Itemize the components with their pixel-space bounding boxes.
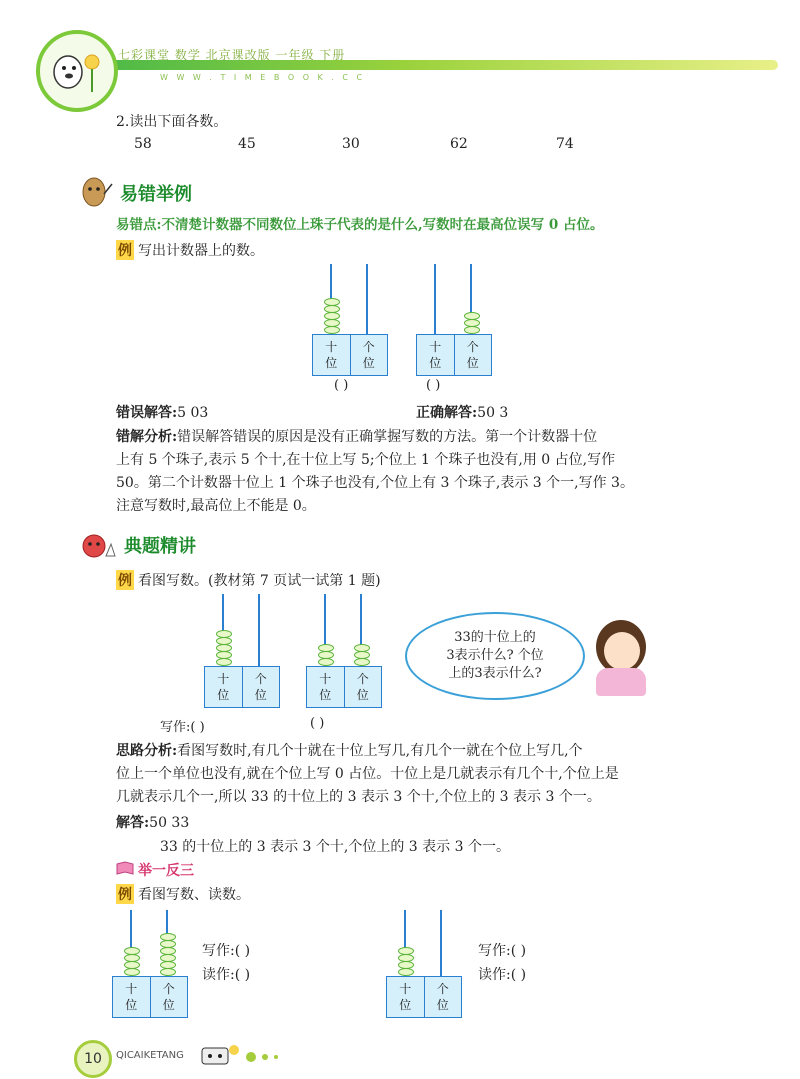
read-field-2[interactable]: 读作:( ) [478,967,527,983]
abacus-4: 十 位 个 位 [306,666,382,708]
error-analysis: 错解分析:错误解答错误的原因是没有正确掌握写数的方法。第一个计数器十位 上有 5 个珠子,表示 5 个十,在十位上写 5;个位上 1 个珠子也没有,用 0 占位,写作 50。第二个计数器十位上 1 个珠子也没有,个位上有 3 个珠子,表示 3 个一,写作 3。 注意写数时,最高位上不能是 0。 [116,429,634,514]
book-icon [116,860,134,879]
read-field-1[interactable]: 读作:( ) [202,967,251,983]
footer-brand: QICAIKETANG [116,1050,184,1061]
write-answer-2[interactable]: ( ) [310,716,325,731]
header-title: 七彩课堂 数学 北京课改版 一年级 下册 [118,48,346,62]
example-text: 看图写数、读数。 [138,887,250,903]
header-url: W W W . T I M E B O O K . C C [160,73,366,82]
answer-blank[interactable]: ( ) [334,378,349,393]
potato-icon [78,174,114,214]
wrong-value: 5 03 [177,405,209,421]
right-value: 50 3 [477,405,509,421]
answer-blank[interactable]: ( ) [426,378,441,393]
answer-label: 解答: [116,815,150,831]
speech-bubble: 33的十位上的 3表示什么? 个位 上的3表示什么? [405,612,585,700]
mascot-icon [200,1040,240,1072]
abacus-1: 十 位 个 位 [312,334,388,376]
abacus-3: 十 位 个 位 [204,666,280,708]
write-field-2[interactable]: 写作:( ) [478,943,527,959]
example-text: 看图写数。(教材第 7 页试一试第 1 题) [138,573,381,589]
abacus-5: 十 位 个 位 [112,976,188,1018]
example-tag: 例 [116,240,134,260]
example-text: 写出计数器上的数。 [138,243,264,259]
answer-value: 50 33 [149,815,190,831]
error-section-title: 易错举例 [120,184,192,205]
write-answer-1[interactable]: 写作:( ) [160,720,205,735]
q2-number: 74 [556,136,574,152]
q2-number: 58 [134,136,152,152]
abacus-6: 十 位 个 位 [386,976,462,1018]
write-field-1[interactable]: 写作:( ) [202,943,251,959]
q2-number: 30 [342,136,360,152]
footer-dot [262,1054,268,1060]
example-tag: 例 [116,884,134,904]
abacus-2: 十 位 个 位 [416,334,492,376]
logo-icon [36,30,118,112]
footer-dot [246,1052,256,1062]
error-point: 易错点:不清楚计数器不同数位上珠子代表的是什么,写数时在最高位误写 0 占位。 [116,217,604,233]
wrong-label: 错误解答: [116,405,178,421]
apple-icon [80,530,116,564]
thinking-analysis: 思路分析:看图写数时,有几个十就在十位上写几,有几个一就在个位上写几,个 位上一个单位也没有,就在个位上写 0 占位。十位上是几就表示有几个十,个位上是 几就表示几个一,所以 33 的十位上的 3 表示 3 个十,个位上的 3 表示 3 个一。 [116,743,619,805]
q2-title: 2.读出下面各数。 [116,114,228,130]
typical-section-title: 典题精讲 [124,536,196,557]
q2-number: 62 [450,136,468,152]
footer-dot [274,1055,278,1059]
practice-section-title: 举一反三 [138,863,194,879]
example-tag: 例 [116,570,134,590]
page-number: 10 [74,1040,112,1078]
answer-explanation: 33 的十位上的 3 表示 3 个十,个位上的 3 表示 3 个一。 [160,839,510,855]
right-label: 正确解答: [416,405,478,421]
q2-number: 45 [238,136,256,152]
